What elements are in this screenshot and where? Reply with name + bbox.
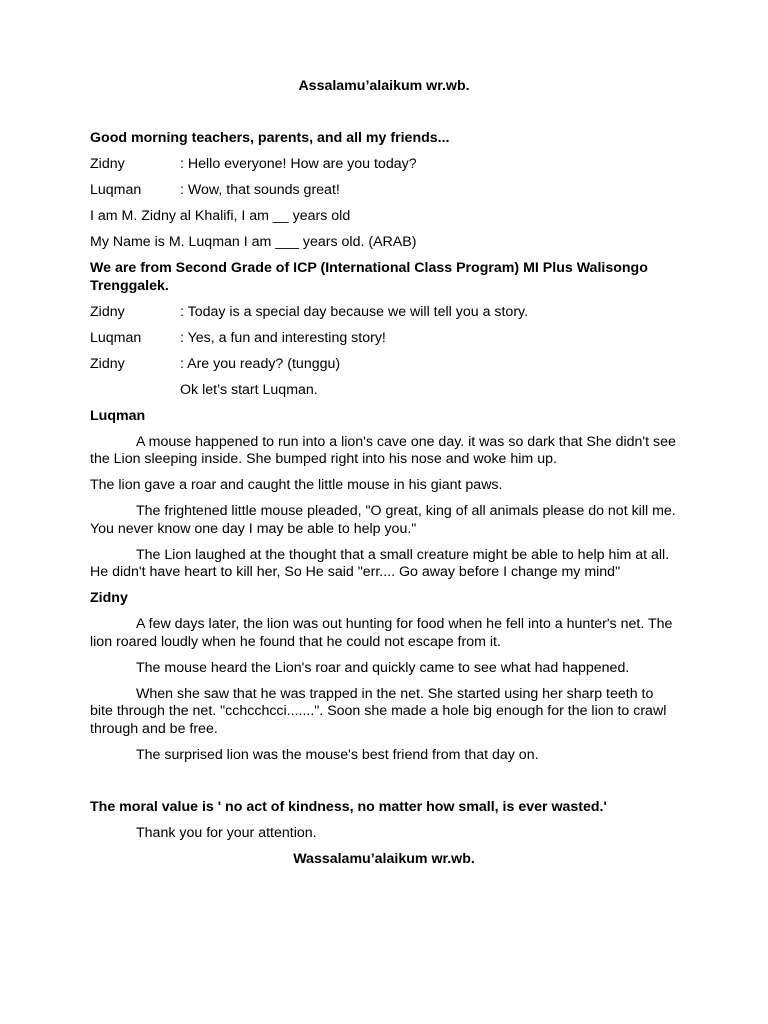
speaker-name: Luqman bbox=[90, 182, 142, 198]
speaker-name: Luqman bbox=[90, 329, 142, 346]
story-paragraph: The lion gave a roar and caught the little mouse in his giant paws. bbox=[90, 477, 503, 493]
dialog-text: : Wow, that sounds great! bbox=[180, 182, 340, 198]
section-heading-zidny: Zidny bbox=[90, 590, 128, 606]
intro-zidny: I am M. Zidny al Khalifi, I am __ years old bbox=[90, 208, 351, 224]
intro-luqman: My Name is M. Luqman I am ___ years old. (ARAB) bbox=[90, 234, 417, 250]
story-paragraph: A mouse happened to run into a lion's cave one day. it was so dark that She didn't see the Lion sleeping inside. She bumped right into his nose and woke him up. bbox=[90, 433, 676, 467]
dialog-line bbox=[90, 356, 678, 374]
dialog-line bbox=[90, 304, 678, 322]
closing-salutation: Wassalamu’alaikum wr.wb. bbox=[293, 850, 475, 867]
school-line: We are from Second Grade of ICP (International Class Program) MI Plus Walisongo Trenggalek. bbox=[90, 260, 648, 294]
dialog-line bbox=[90, 330, 678, 348]
dialog-text: : Hello everyone! How are you today? bbox=[180, 156, 417, 172]
section-heading-luqman: Luqman bbox=[90, 407, 146, 424]
dialog-text: : Today is a special day because we will tell you a story. bbox=[180, 303, 529, 320]
story-paragraph: A few days later, the lion was out hunting for food when he fell into a hunter's net. The lion roared loudly when he found that he could not escape from it. bbox=[90, 616, 673, 650]
greeting-line: Good morning teachers, parents, and all my friends... bbox=[90, 130, 450, 146]
spacer bbox=[90, 104, 678, 130]
speaker-name: Zidny bbox=[90, 156, 125, 172]
story-paragraph: The surprised lion was the mouse's best friend from that day on. bbox=[136, 746, 539, 763]
thanks-line: Thank you for your attention. bbox=[136, 824, 317, 841]
story-paragraph: The Lion laughed at the thought that a small creature might be able to help him at all. He didn't have heart to kill her, So He said "err.... Go away before I change my mind" bbox=[90, 546, 670, 580]
story-paragraph: The mouse heard the Lion's roar and quickly came to see what had happened. bbox=[136, 659, 630, 676]
dialog-line bbox=[90, 156, 678, 174]
story-paragraph: When she saw that he was trapped in the net. She started using her sharp teeth to bite through the net. "cchcchcci.......". Soon she made a hole big enough for the lion to crawl through and be free. bbox=[90, 685, 667, 737]
dialog-text: : Are you ready? (tunggu) bbox=[180, 355, 341, 372]
dialog-line bbox=[90, 182, 678, 200]
story-paragraph: The frightened little mouse pleaded, "O great, king of all animals please do not kill me. You never know one day I may be able to help you." bbox=[90, 503, 676, 537]
moral-value: The moral value is ' no act of kindness, no matter how small, is ever wasted.' bbox=[90, 798, 607, 815]
spacer bbox=[90, 773, 678, 799]
speaker-name: Zidny bbox=[90, 355, 125, 372]
speaker-name: Zidny bbox=[90, 303, 125, 320]
dialog-continuation: Ok let’s start Luqman. bbox=[180, 381, 318, 398]
dialog-text: : Yes, a fun and interesting story! bbox=[180, 329, 386, 346]
opening-salutation: Assalamu’alaikum wr.wb. bbox=[298, 78, 470, 94]
